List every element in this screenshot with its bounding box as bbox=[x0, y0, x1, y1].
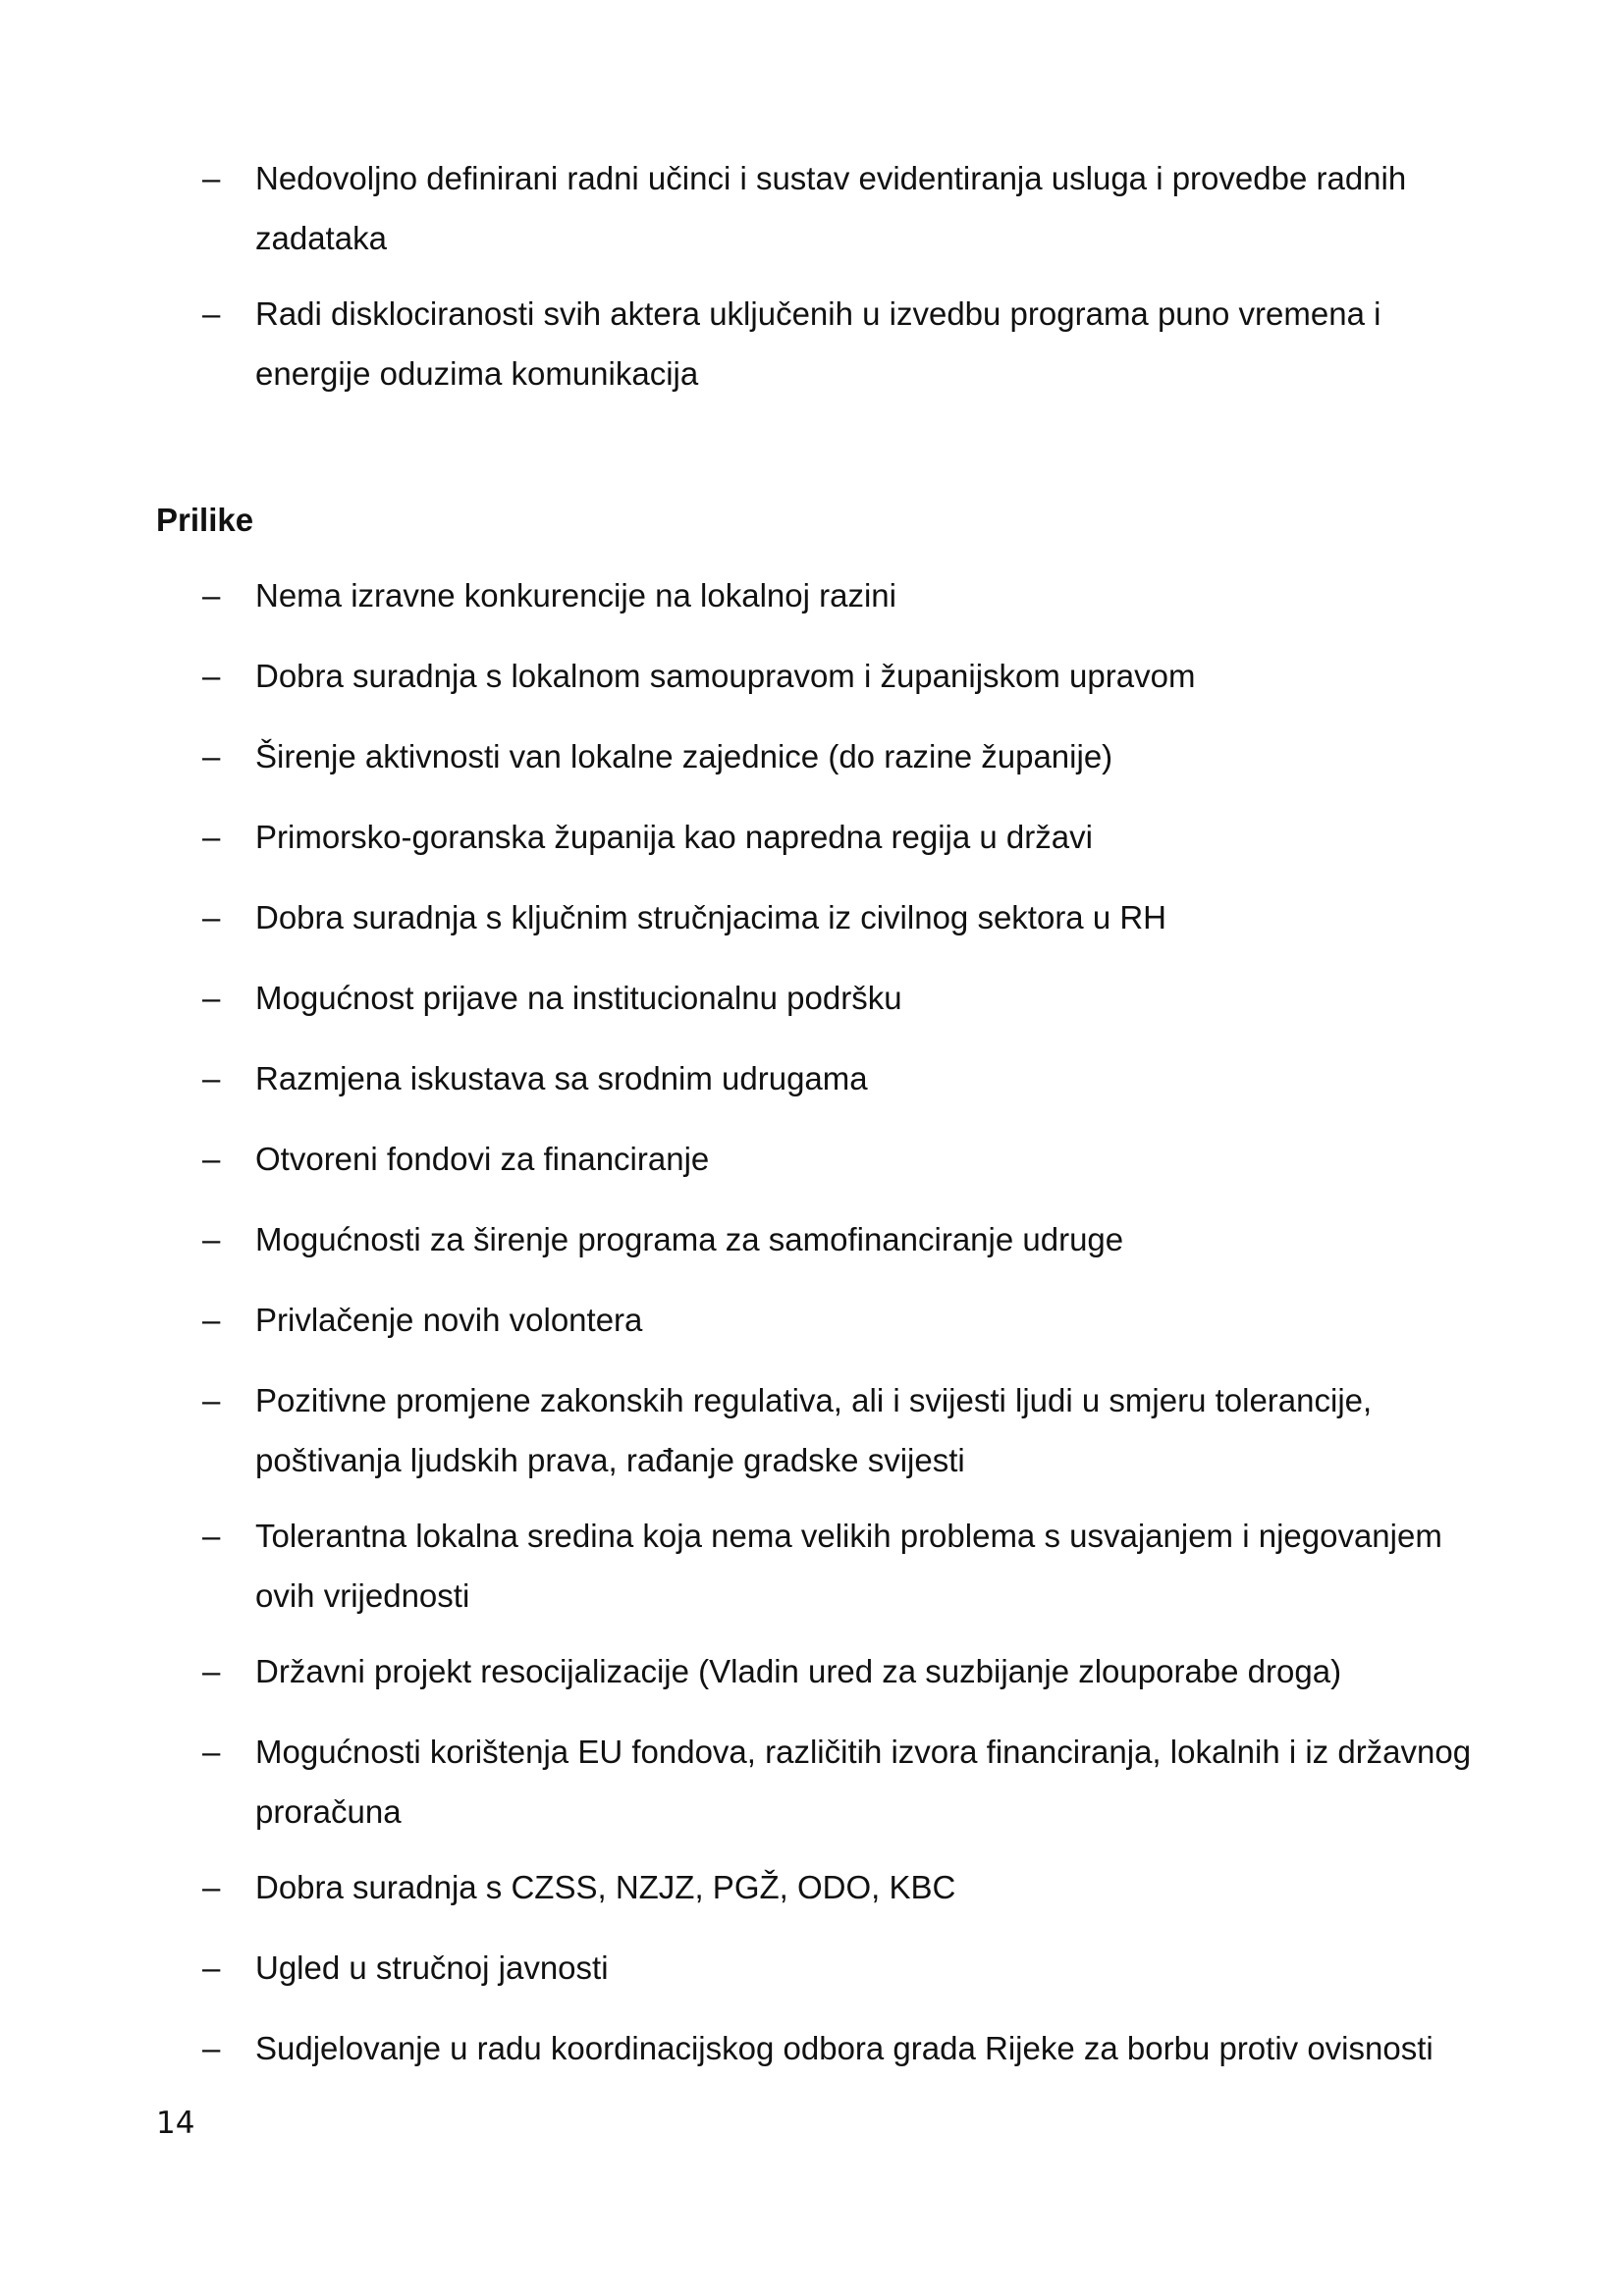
list-item-text: Mogućnosti za širenje programa za samofinanciranje udruge bbox=[255, 1221, 1124, 1257]
list-item bbox=[202, 1938, 1479, 1998]
dash-bullet: – bbox=[202, 1221, 221, 1257]
dash-bullet: – bbox=[202, 1949, 221, 1986]
dash-bullet: – bbox=[202, 1141, 221, 1177]
list-item bbox=[202, 148, 1479, 268]
dash-bullet: – bbox=[202, 980, 221, 1016]
list-item bbox=[202, 1129, 1479, 1189]
dash-bullet: – bbox=[202, 1869, 221, 1905]
list-item bbox=[202, 968, 1479, 1028]
dash-bullet: – bbox=[202, 2030, 221, 2066]
dash-bullet: – bbox=[202, 1653, 221, 1689]
list-item bbox=[202, 1370, 1479, 1490]
list-item-text: Državni projekt resocijalizacije (Vladin ured za suzbijanje zlouporabe droga) bbox=[255, 1653, 1342, 1689]
dash-bullet: – bbox=[202, 1382, 221, 1418]
list-item bbox=[202, 1722, 1479, 1842]
list-item-text: Mogućnosti korištenja EU fondova, različitih izvora financiranja, lokalnih i iz državnog proračuna bbox=[255, 1734, 1472, 1830]
list-item bbox=[202, 1641, 1479, 1701]
list-item bbox=[202, 1857, 1479, 1917]
list-item-text: Otvoreni fondovi za financiranje bbox=[255, 1141, 710, 1177]
list-item-text: Širenje aktivnosti van lokalne zajednice (do razine županije) bbox=[255, 738, 1113, 774]
list-item-text: Privlačenje novih volontera bbox=[255, 1302, 643, 1338]
list-item bbox=[202, 807, 1479, 867]
opportunities-list bbox=[202, 565, 1479, 2099]
list-item bbox=[202, 646, 1479, 706]
list-item-text: Tolerantna lokalna sredina koja nema velikih problema s usvajanjem i njegovanjem ovih vrijednosti bbox=[255, 1518, 1442, 1614]
dash-bullet: – bbox=[202, 577, 221, 614]
list-item-text: Radi disklociranosti svih aktera uključenih u izvedbu programa puno vremena i energije oduzima komunikacija bbox=[255, 295, 1381, 392]
dash-bullet: – bbox=[202, 658, 221, 694]
list-item bbox=[202, 1209, 1479, 1269]
list-item-text: Dobra suradnja s CZSS, NZJZ, PGŽ, ODO, KBC bbox=[255, 1869, 956, 1905]
list-item-text: Nedovoljno definirani radni učinci i sustav evidentiranja usluga i provedbe radnih zadataka bbox=[255, 160, 1407, 256]
list-item-text: Dobra suradnja s lokalnom samoupravom i županijskom upravom bbox=[255, 658, 1196, 694]
list-item bbox=[202, 284, 1479, 403]
page-number: 14 bbox=[156, 2106, 195, 2141]
list-item bbox=[202, 1506, 1479, 1626]
list-item bbox=[202, 726, 1479, 786]
list-item bbox=[202, 2018, 1479, 2078]
list-item bbox=[202, 565, 1479, 625]
list-item bbox=[202, 887, 1479, 947]
weakness-list-continued bbox=[202, 148, 1479, 419]
dash-bullet: – bbox=[202, 295, 221, 332]
list-item bbox=[202, 1290, 1479, 1350]
section-heading-prilike: Prilike bbox=[156, 502, 254, 538]
dash-bullet: – bbox=[202, 899, 221, 935]
list-item-text: Ugled u stručnoj javnosti bbox=[255, 1949, 609, 1986]
list-item-text: Nema izravne konkurencije na lokalnoj razini bbox=[255, 577, 896, 614]
dash-bullet: – bbox=[202, 1518, 221, 1554]
dash-bullet: – bbox=[202, 1060, 221, 1096]
list-item-text: Pozitivne promjene zakonskih regulativa, ali i svijesti ljudi u smjeru tolerancije, poštivanja ljudskih prava, rađanje gradske svijesti bbox=[255, 1382, 1373, 1478]
dash-bullet: – bbox=[202, 819, 221, 855]
list-item-text: Sudjelovanje u radu koordinacijskog odbora grada Rijeke za borbu protiv ovisnosti bbox=[255, 2030, 1434, 2066]
list-item-text: Dobra suradnja s ključnim stručnjacima iz civilnog sektora u RH bbox=[255, 899, 1167, 935]
dash-bullet: – bbox=[202, 160, 221, 196]
list-item-text: Razmjena iskustava sa srodnim udrugama bbox=[255, 1060, 868, 1096]
list-item-text: Mogućnost prijave na institucionalnu podršku bbox=[255, 980, 902, 1016]
dash-bullet: – bbox=[202, 738, 221, 774]
list-item bbox=[202, 1048, 1479, 1108]
dash-bullet: – bbox=[202, 1734, 221, 1770]
dash-bullet: – bbox=[202, 1302, 221, 1338]
list-item-text: Primorsko-goranska županija kao napredna regija u državi bbox=[255, 819, 1093, 855]
